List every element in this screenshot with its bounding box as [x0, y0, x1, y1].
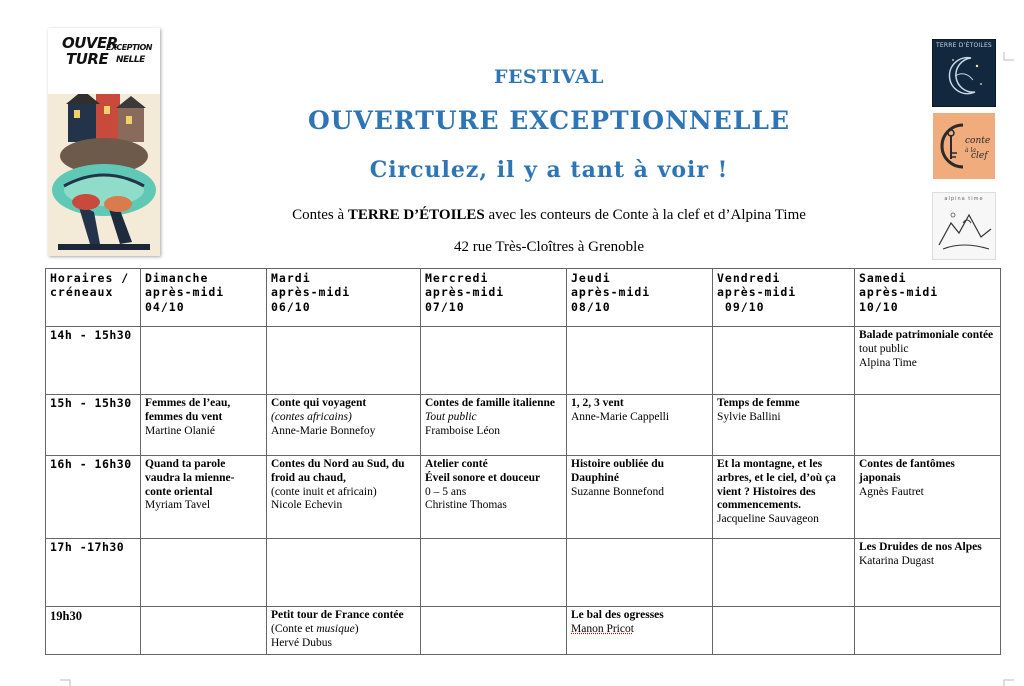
empty-cell: [567, 539, 713, 607]
event-audience: tout public: [859, 342, 909, 355]
event-storyteller: Martine Olanié: [145, 424, 215, 437]
event-title: Et la montagne, et les arbres, et le ciel, d’où ça vient ? Histoires des commencements.: [717, 458, 836, 512]
event-storyteller: Katarina Dugast: [859, 554, 935, 567]
event-storyteller: Nicole Echevin: [271, 499, 343, 512]
page-title: OUVERTURE EXCEPTIONNELLE: [307, 106, 791, 135]
subtitle-pre: Contes à: [292, 207, 348, 223]
table-row: [46, 327, 1001, 395]
event-note: (conte inuit et africain): [271, 485, 377, 498]
table-row: [46, 456, 1001, 539]
subtitle: [0, 207, 1024, 224]
empty-cell: [421, 327, 567, 395]
event-cell: [713, 395, 855, 456]
conte-logo-word-clef: clef: [971, 151, 988, 161]
empty-cell: [141, 327, 267, 395]
address: 42 rue Très-Cloîtres à Grenoble: [454, 239, 644, 255]
event-note: [271, 623, 416, 637]
header-cell-thursday: [567, 269, 713, 327]
event-cell: [713, 456, 855, 539]
event-storyteller: Alpina Time: [859, 356, 917, 369]
event-title: Le bal des ogresses: [571, 609, 664, 621]
event-storyteller: Agnès Fautret: [859, 485, 924, 498]
event-title: Contes de famille italienne: [425, 397, 555, 409]
event-title: Quand ta parole vaudra la mienne- conte oriental: [145, 458, 235, 498]
event-cell: [421, 395, 567, 456]
tagline: Circulez, il y a tant à voir !: [369, 157, 729, 183]
empty-cell: [713, 327, 855, 395]
event-storyteller: Sylvie Ballini: [717, 410, 781, 423]
alpina-time-logo-text: alpina time: [944, 196, 984, 202]
event-title: Les Druides de nos Alpes: [859, 541, 982, 553]
poster-title-line1: OUVER: [62, 34, 118, 52]
event-cell: [421, 456, 567, 539]
header-date: 06/10: [271, 299, 311, 314]
event-cell: [267, 607, 421, 655]
festival-label: FESTIVAL: [493, 66, 605, 88]
event-storyteller: Suzanne Bonnefond: [571, 485, 664, 498]
event-title: Contes du Nord au Sud, du froid au chaud,: [271, 458, 405, 484]
event-note-italic: musique: [316, 622, 355, 635]
header-line: créneaux: [50, 285, 114, 300]
subtitle-post: avec les conteurs de Conte à la clef et d’Alpina Time: [484, 207, 806, 223]
conte-logo-word-ala: à la: [965, 146, 976, 154]
empty-cell: [713, 539, 855, 607]
empty-cell: [855, 395, 1001, 456]
header-date: 08/10: [571, 299, 611, 314]
terre-etoiles-logo-text: TERRE D’ÉTOILES: [936, 42, 992, 49]
empty-cell: [141, 539, 267, 607]
header-line: Samedi: [859, 271, 907, 285]
event-cell: [855, 456, 1001, 539]
slot-cell: 14h - 15h30: [46, 327, 141, 395]
event-storyteller: Framboise Léon: [425, 424, 501, 437]
event-title: Atelier conté: [425, 458, 488, 470]
header-line: après-midi: [271, 285, 351, 300]
header-cell-tuesday: [267, 269, 421, 327]
event-title: Conte qui voyagent: [271, 397, 367, 409]
event-title: 1, 2, 3 vent: [571, 397, 624, 409]
table-header-row: [46, 269, 1001, 327]
slot-cell: 19h30: [46, 607, 141, 655]
poster-title-line4: NELLE: [116, 55, 145, 65]
event-title: Balade patrimoniale contée: [859, 329, 994, 341]
poster-title-line3: EXCEPTION: [106, 43, 152, 52]
slot-cell: 17h -17h30: [46, 539, 141, 607]
table-row: [46, 395, 1001, 456]
event-audience: 0 – 5 ans: [425, 485, 467, 498]
event-note-post: ): [354, 622, 359, 635]
empty-cell: [267, 327, 421, 395]
header-line: après-midi: [717, 285, 797, 300]
header-line: Jeudi: [571, 271, 611, 285]
event-cell: [267, 456, 421, 539]
poster-title-line2: TURE: [66, 50, 109, 68]
event-storyteller: Christine Thomas: [425, 499, 507, 512]
slot-cell: 15h - 15h30: [46, 395, 141, 456]
header-date: 09/10: [717, 299, 765, 314]
conte-logo-word-conte: conte: [965, 136, 991, 146]
event-title: Histoire oubliée du Dauphiné: [571, 458, 665, 484]
header-line: Mardi: [271, 271, 311, 285]
header-date: 10/10: [859, 299, 899, 314]
event-title: Contes de fantômes japonais: [859, 458, 955, 484]
header-date: 07/10: [425, 299, 465, 314]
header-line: Horaires /: [50, 271, 130, 285]
header-line: après-midi: [571, 285, 651, 300]
empty-cell: [267, 539, 421, 607]
event-note-pre: (Conte et: [271, 622, 317, 635]
header-cell-saturday: [855, 269, 1001, 327]
event-title: Femmes de l’eau, femmes du vent: [145, 397, 231, 423]
page-corner-mark: [1002, 52, 1014, 64]
event-storyteller: Hervé Dubus: [271, 636, 332, 649]
table-row: [46, 607, 1001, 655]
header-line: après-midi: [145, 285, 225, 300]
event-subtitle: Éveil sonore et douceur: [425, 471, 541, 484]
header-line: Mercredi: [425, 271, 489, 285]
header-cell-wednesday: [421, 269, 567, 327]
subtitle-venue: TERRE D’ÉTOILES: [347, 207, 485, 223]
table-row: [46, 539, 1001, 607]
empty-cell: [421, 539, 567, 607]
event-title: Petit tour de France contée: [271, 609, 404, 621]
schedule-table: [45, 268, 1001, 655]
event-cell: [141, 456, 267, 539]
event-cell: [855, 539, 1001, 607]
header-line: après-midi: [425, 285, 505, 300]
event-title: Temps de femme: [717, 397, 800, 409]
page-corner-mark: [60, 674, 72, 686]
event-cell: [567, 395, 713, 456]
event-cell: [855, 327, 1001, 395]
header-date: 04/10: [145, 299, 185, 314]
event-cell: [267, 395, 421, 456]
header-line: Vendredi: [717, 271, 781, 285]
empty-cell: [713, 607, 855, 655]
header-cell-friday: [713, 269, 855, 327]
slot-cell: 16h - 16h30: [46, 456, 141, 539]
empty-cell: [855, 607, 1001, 655]
event-storyteller: Anne-Marie Bonnefoy: [271, 424, 376, 437]
event-storyteller: Manon Pricot: [571, 622, 634, 635]
event-storyteller: Myriam Tavel: [145, 499, 211, 512]
header-cell-slots: [46, 269, 141, 327]
event-audience: Tout public: [425, 410, 477, 423]
header-line: Dimanche: [145, 271, 209, 285]
event-note: (contes africains): [271, 410, 352, 423]
header-line: après-midi: [859, 285, 939, 300]
empty-cell: [567, 327, 713, 395]
empty-cell: [141, 607, 267, 655]
header-cell-sunday: [141, 269, 267, 327]
page-corner-mark: [1002, 674, 1014, 686]
event-storyteller: Jacqueline Sauvageon: [717, 513, 819, 526]
event-cell: [567, 607, 713, 655]
event-storyteller: Anne-Marie Cappelli: [571, 410, 670, 423]
event-cell: [567, 456, 713, 539]
event-cell: [141, 395, 267, 456]
empty-cell: [421, 607, 567, 655]
